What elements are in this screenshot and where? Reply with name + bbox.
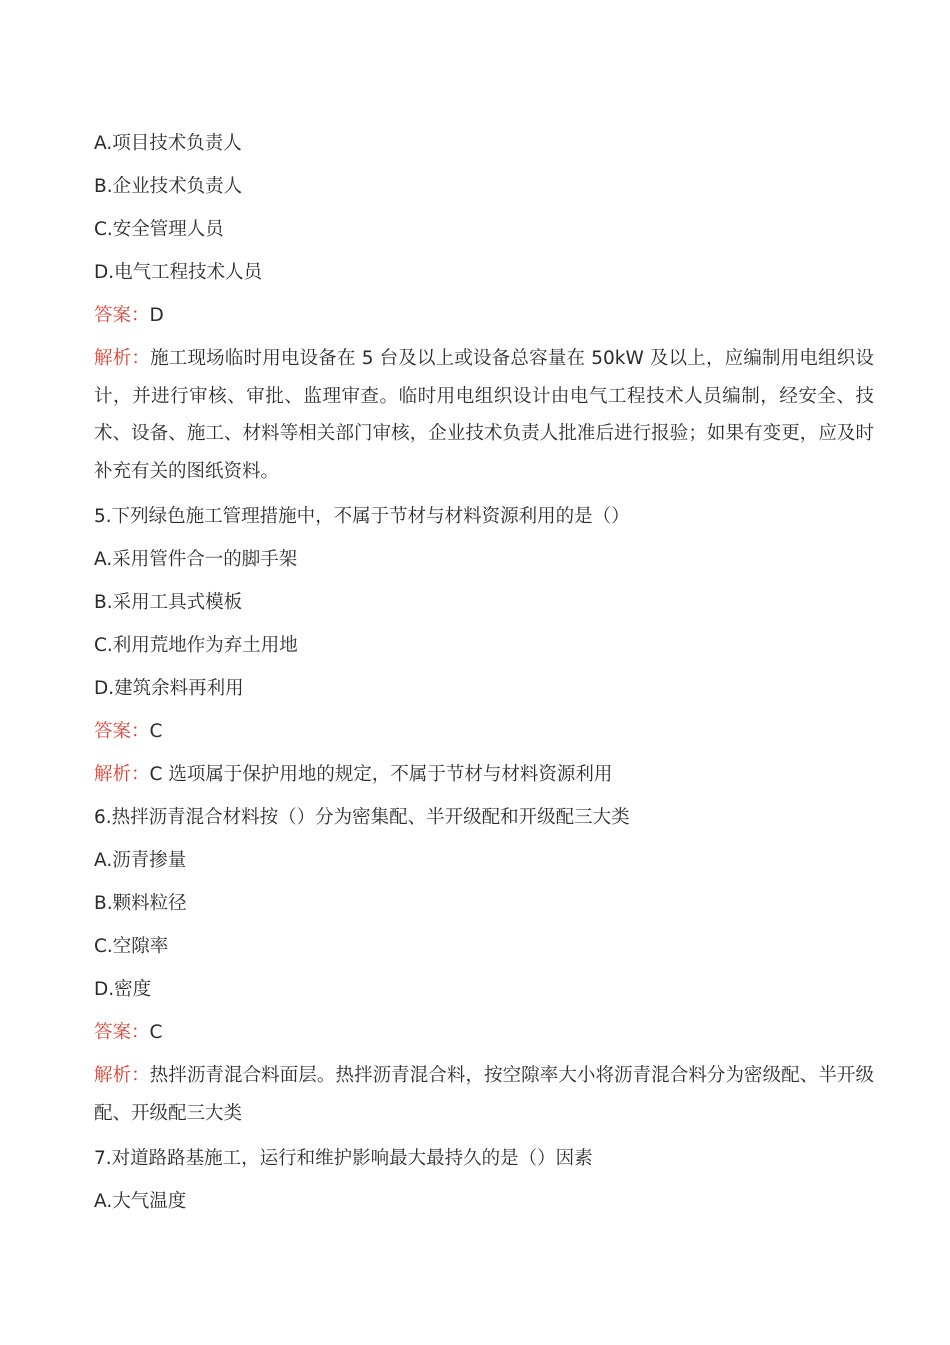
q6-answer-label: 答案： bbox=[94, 1022, 150, 1043]
document-page bbox=[94, 122, 874, 1223]
q5-answer bbox=[94, 710, 874, 753]
q5-option-d: D.建筑余料再利用 bbox=[94, 678, 244, 699]
q4-answer bbox=[94, 294, 874, 337]
q5-analysis-label: 解析： bbox=[94, 764, 150, 785]
q4-option-c: C.安全管理人员 bbox=[94, 219, 224, 240]
q5-option-b: B.采用工具式模板 bbox=[94, 592, 243, 613]
q6-analysis-text: 热拌沥青混合料面层。热拌沥青混合料，按空隙率大小将沥青混合料分为密级配、半开级配、开级配三大类 bbox=[94, 1065, 874, 1124]
q6-option-a: A.沥青掺量 bbox=[94, 850, 187, 871]
q5-analysis-text: C 选项属于保护用地的规定，不属于节材与材料资源利用 bbox=[149, 764, 613, 785]
q6-option-d: D.密度 bbox=[94, 979, 152, 1000]
q7-option-a: A.大气温度 bbox=[94, 1191, 187, 1212]
q4-analysis-text: 施工现场临时用电设备在 5 台及以上或设备总容量在 50kW 及以上，应编制用电组织设计，并进行审核、审批、监理审查。临时用电组织设计由电气工程技术人员编制，经安全、技术、设备、施工、材料等相关部门审核，企业技术负责人批准后进行报验；如果有变更，应及时补充有关的图纸资料。 bbox=[94, 348, 874, 482]
q4-analysis-label: 解析： bbox=[94, 348, 151, 369]
q6-answer-value: C bbox=[149, 1022, 163, 1043]
q5-option-c: C.利用荒地作为弃土用地 bbox=[94, 635, 298, 656]
q5-question: 5.下列绿色施工管理措施中，不属于节材与材料资源利用的是（） bbox=[94, 506, 630, 527]
q6-analysis-label: 解析： bbox=[94, 1065, 150, 1086]
q6-analysis bbox=[94, 1057, 874, 1132]
q6-option-c: C.空隙率 bbox=[94, 936, 169, 957]
q5-answer-label: 答案： bbox=[94, 721, 150, 742]
q4-option-b: B.企业技术负责人 bbox=[94, 176, 243, 197]
q4-answer-label: 答案： bbox=[94, 305, 150, 326]
q4-option-d: D.电气工程技术人员 bbox=[94, 262, 263, 283]
q7-question: 7.对道路路基施工，运行和维护影响最大最持久的是（）因素 bbox=[94, 1148, 593, 1169]
q5-answer-value: C bbox=[149, 721, 163, 742]
q4-answer-value: D bbox=[149, 305, 164, 326]
q6-answer bbox=[94, 1011, 874, 1054]
q6-option-b: B.颗料粒径 bbox=[94, 893, 187, 914]
q5-option-a: A.采用管件合一的脚手架 bbox=[94, 549, 298, 570]
q5-analysis bbox=[94, 753, 874, 796]
q4-analysis bbox=[94, 340, 874, 490]
q4-option-a: A.项目技术负责人 bbox=[94, 133, 242, 154]
q6-question: 6.热拌沥青混合材料按（）分为密集配、半开级配和开级配三大类 bbox=[94, 807, 630, 828]
